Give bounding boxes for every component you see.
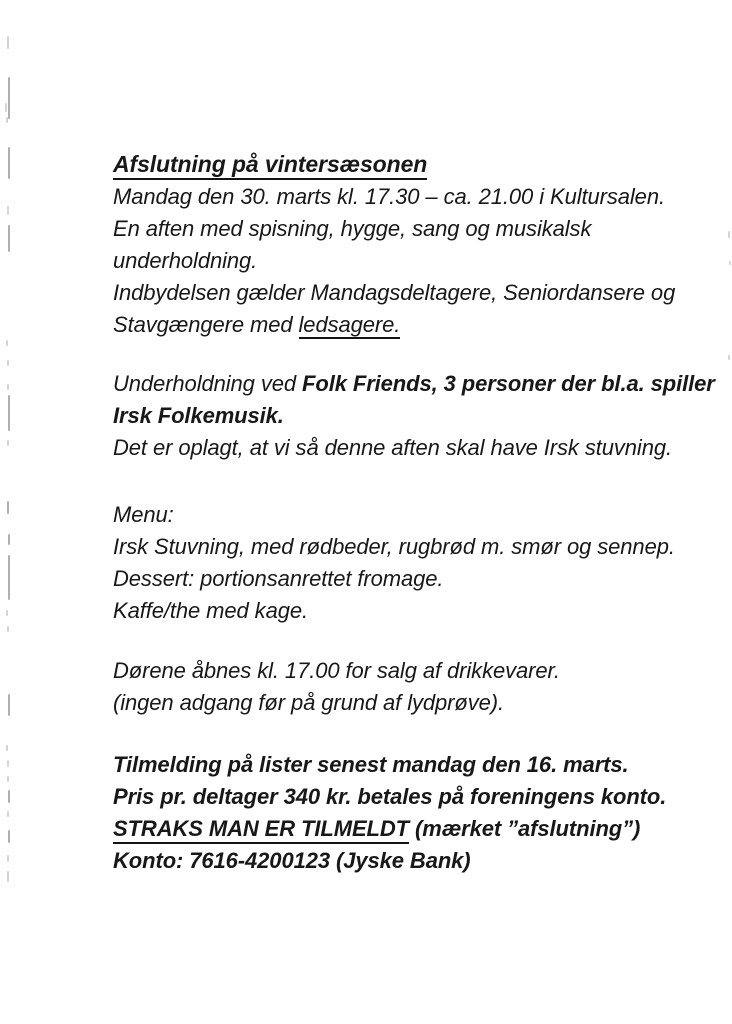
section-doors [113,655,715,719]
underlined-text: STRAKS MAN ER TILMELDT [113,816,409,844]
text-run: (mærket ”afslutning”) [409,816,641,841]
text-line: Konto: 7616-4200123 (Jyske Bank) [113,848,471,873]
scan-artifact [7,760,9,767]
text-line [113,368,715,400]
letter-body [113,147,715,877]
scan-artifact [8,77,10,119]
text-line: En aften med spisning, hygge, sang og musikalsk [113,216,592,241]
underlined-text: ledsagere. [298,312,401,337]
scan-artifact [8,534,10,545]
text-line: underholdning. [113,248,258,273]
text-line: Irsk Folkemusik. [113,403,284,428]
scan-artifact [728,355,730,360]
scan-artifact [8,555,10,600]
section-intro [113,147,715,341]
menu-item: Kaffe/the med kage. [113,598,309,623]
text-line [113,309,715,341]
scan-artifact [7,626,9,632]
scan-artifact [7,776,9,782]
menu-heading: Menu: [113,502,174,527]
scan-artifact [7,360,9,366]
section-menu [113,499,715,627]
scan-artifact [8,395,10,431]
scan-artifact [8,790,10,803]
scan-artifact [8,830,10,843]
text-run: Stavgængere med [113,312,299,337]
scan-artifact [7,811,9,817]
text-line: (ingen adgang før på grund af lydprøve). [113,690,505,715]
scan-artifact [7,501,9,514]
scan-artifact [729,261,731,265]
scan-artifact [728,231,730,238]
scan-artifact [7,384,9,390]
scan-artifact [7,36,9,49]
bold-text: Folk Friends, 3 personer der bl.a. spiller [302,371,715,396]
text-line: Det er oplagt, at vi så denne aften skal have Irsk stuvning. [113,435,672,460]
scan-artifact [7,855,9,862]
document-title [113,147,715,181]
text-line: Tilmelding på lister senest mandag den 16. marts. [113,752,629,777]
scan-artifact [7,206,9,215]
scan-artifact [6,610,8,616]
text-line: Pris pr. deltager 340 kr. betales på foreningens konto. [113,784,667,809]
menu-item: Irsk Stuvning, med rødbeder, rugbrød m. smør og sennep. [113,534,675,559]
scan-artifact [8,225,10,252]
section-entertainment [113,368,715,464]
scan-artifact [6,340,8,346]
text-line: Indbydelsen gælder Mandagsdeltagere, Seniordansere og [113,280,676,305]
document-title-text: Afslutning på vintersæsonen [113,151,427,180]
text-line: Dørene åbnes kl. 17.00 for salg af drikkevarer. [113,658,560,683]
section-signup [113,749,715,877]
scan-artifact [7,871,9,882]
text-line [113,813,715,845]
scan-artifact [7,440,9,446]
scan-artifact [8,147,10,179]
scan-artifact [6,117,8,123]
scan-artifact [6,745,8,751]
scan-artifact [5,103,7,112]
menu-item: Dessert: portionsanrettet fromage. [113,566,444,591]
scan-artifact [8,694,10,716]
text-run: Underholdning ved [113,371,303,396]
text-line: Mandag den 30. marts kl. 17.30 – ca. 21.00 i Kultursalen. [113,184,665,209]
